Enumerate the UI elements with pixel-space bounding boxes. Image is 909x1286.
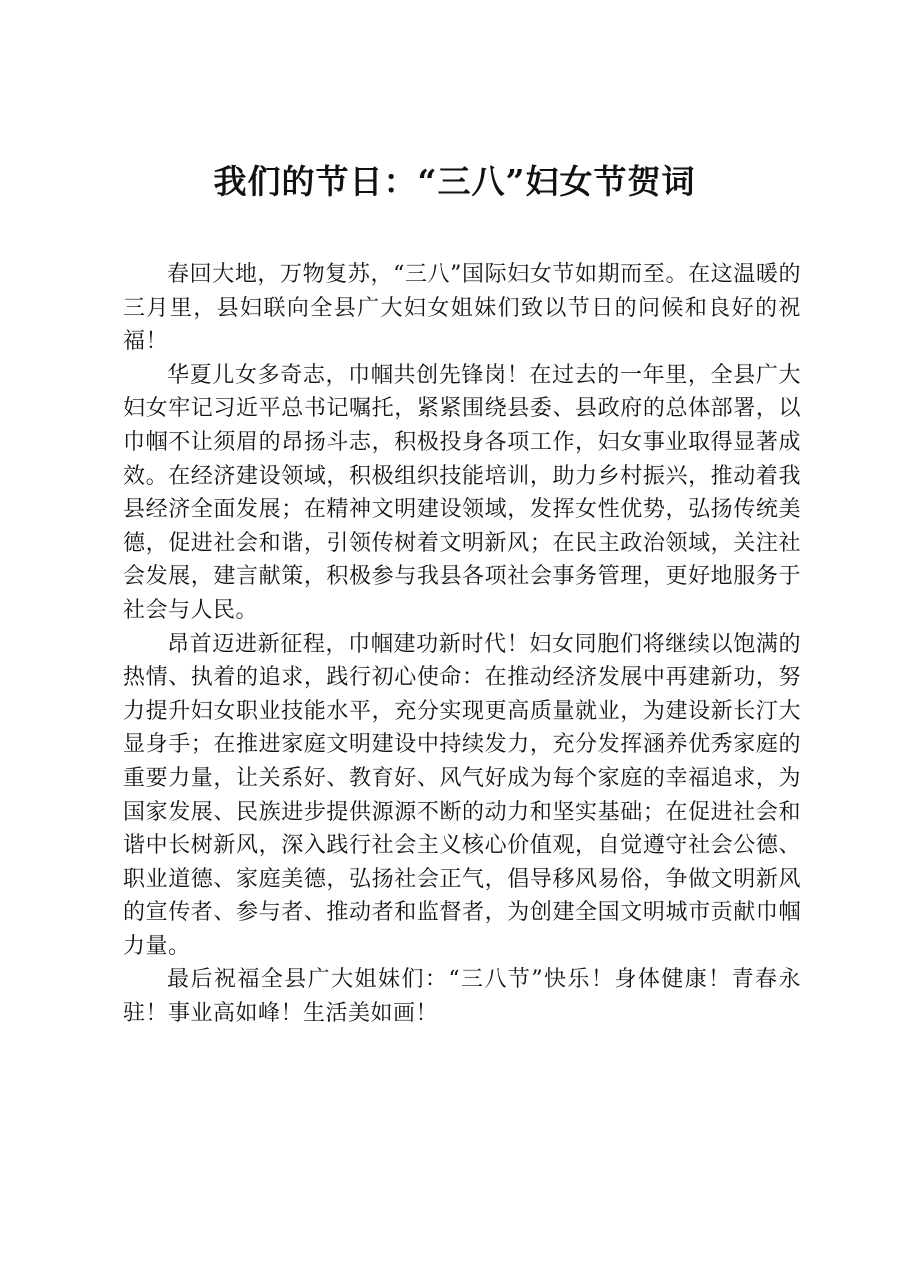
paragraph-3: 昂首迈进新征程，巾帼建功新时代！妇女同胞们将继续以饱满的热情、执着的追求，践行初心使命：在推动经济发展中再建新功，努力提升妇女职业技能水平，充分实现更高质量就业，为建设新长汀大显身手；在推进家庭文明建设中持续发力，充分发挥涵养优秀家庭的重要力量，让关系好、教育好、风气好成为每个家庭的幸福追求，为国家发展、民族进步提供源源不断的动力和坚实基础；在促进社会和谐中长树新风，深入践行社会主义核心价值观，自觉遵守社会公德、职业道德、家庭美德，弘扬社会正气，倡导移风易俗，争做文明新风的宣传者、参与者、推动者和监督者，为创建全国文明城市贡献巾帼力量。 bbox=[123, 631, 801, 959]
document-body bbox=[123, 258, 801, 1031]
document-title: 我们的节日：“三八”妇女节贺词 bbox=[213, 162, 696, 201]
paragraph-4: 最后祝福全县广大姐妹们：“三八节”快乐！身体健康！青春永驻！事业高如峰！生活美如画！ bbox=[123, 967, 801, 1027]
paragraph-1: 春回大地，万物复苏，“三八”国际妇女节如期而至。在这温暖的三月里，县妇联向全县广大妇女姐妹们致以节日的问候和良好的祝福！ bbox=[123, 262, 801, 355]
paragraph-2: 华夏儿女多奇志，巾帼共创先锋岗！在过去的一年里，全县广大妇女牢记习近平总书记嘱托，紧紧围绕县委、县政府的总体部署，以巾帼不让须眉的昂扬斗志，积极投身各项工作，妇女事业取得显著成效。在经济建设领域，积极组织技能培训，助力乡村振兴，推动着我县经济全面发展；在精神文明建设领域，发挥女性优势，弘扬传统美德，促进社会和谐，引领传树着文明新风；在民主政治领域，关注社会发展，建言献策，积极参与我县各项社会事务管理，更好地服务于社会与人民。 bbox=[123, 362, 801, 623]
